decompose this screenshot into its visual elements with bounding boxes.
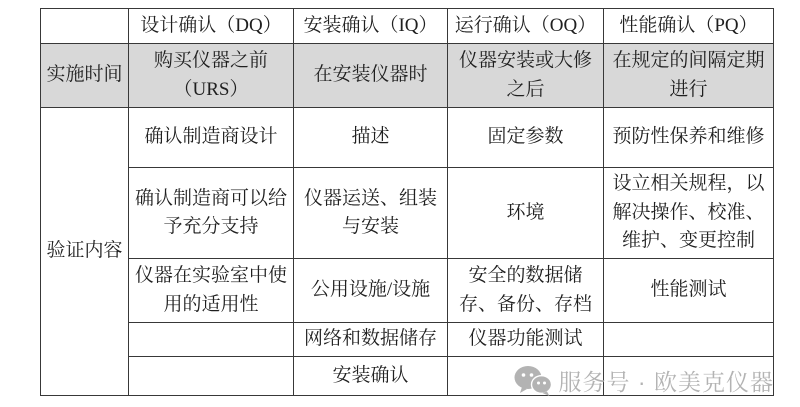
col-header-oq: 运行确认（OQ）: [448, 9, 604, 44]
table-cell: [604, 323, 774, 357]
table-cell: 仪器功能测试: [448, 323, 604, 357]
table-cell: 在规定的间隔定期进行: [604, 44, 774, 108]
table-cell: 设立相关规程，以解决操作、校准、维护、变更控制: [604, 168, 774, 259]
table-cell: 在安装仪器时: [294, 44, 448, 108]
col-header-dq: 设计确认（DQ）: [129, 9, 294, 44]
table-row: [41, 108, 774, 168]
table-cell: 环境: [448, 168, 604, 259]
table-cell: 公用设施/设施: [294, 259, 448, 323]
watermark-text: 服务号 · 欧美克仪器: [558, 369, 774, 395]
wechat-icon: [514, 365, 552, 397]
table-cell: 安全的数据储存、备份、存档: [448, 259, 604, 323]
row-header-content: 验证内容: [41, 108, 129, 396]
col-header-iq: 安装确认（IQ）: [294, 9, 448, 44]
table-cell: 网络和数据储存: [294, 323, 448, 357]
table-cell: 仪器安装或大修之后: [448, 44, 604, 108]
table-cell: 安装确认: [294, 357, 448, 396]
table-cell: 确认制造商可以给予充分支持: [129, 168, 294, 259]
watermark: [514, 364, 774, 397]
table-row-time: [41, 44, 774, 108]
row-header-time: 实施时间: [41, 44, 129, 108]
table-row: [41, 323, 774, 357]
table-cell: 购买仪器之前（URS）: [129, 44, 294, 108]
table-cell: [129, 357, 294, 396]
col-header-pq: 性能确认（PQ）: [604, 9, 774, 44]
table-cell: [129, 323, 294, 357]
table-cell: 预防性保养和维修: [604, 108, 774, 168]
corner-cell: [41, 9, 129, 44]
table-row: [41, 168, 774, 259]
table-cell: 性能测试: [604, 259, 774, 323]
table-cell: 仪器运送、组装与安装: [294, 168, 448, 259]
table-cell: 确认制造商设计: [129, 108, 294, 168]
qualification-table: [40, 8, 774, 396]
table-cell: 描述: [294, 108, 448, 168]
table-cell: 固定参数: [448, 108, 604, 168]
table-row: [41, 259, 774, 323]
table-row-header: [41, 9, 774, 44]
table-cell: 仪器在实验室中使用的适用性: [129, 259, 294, 323]
